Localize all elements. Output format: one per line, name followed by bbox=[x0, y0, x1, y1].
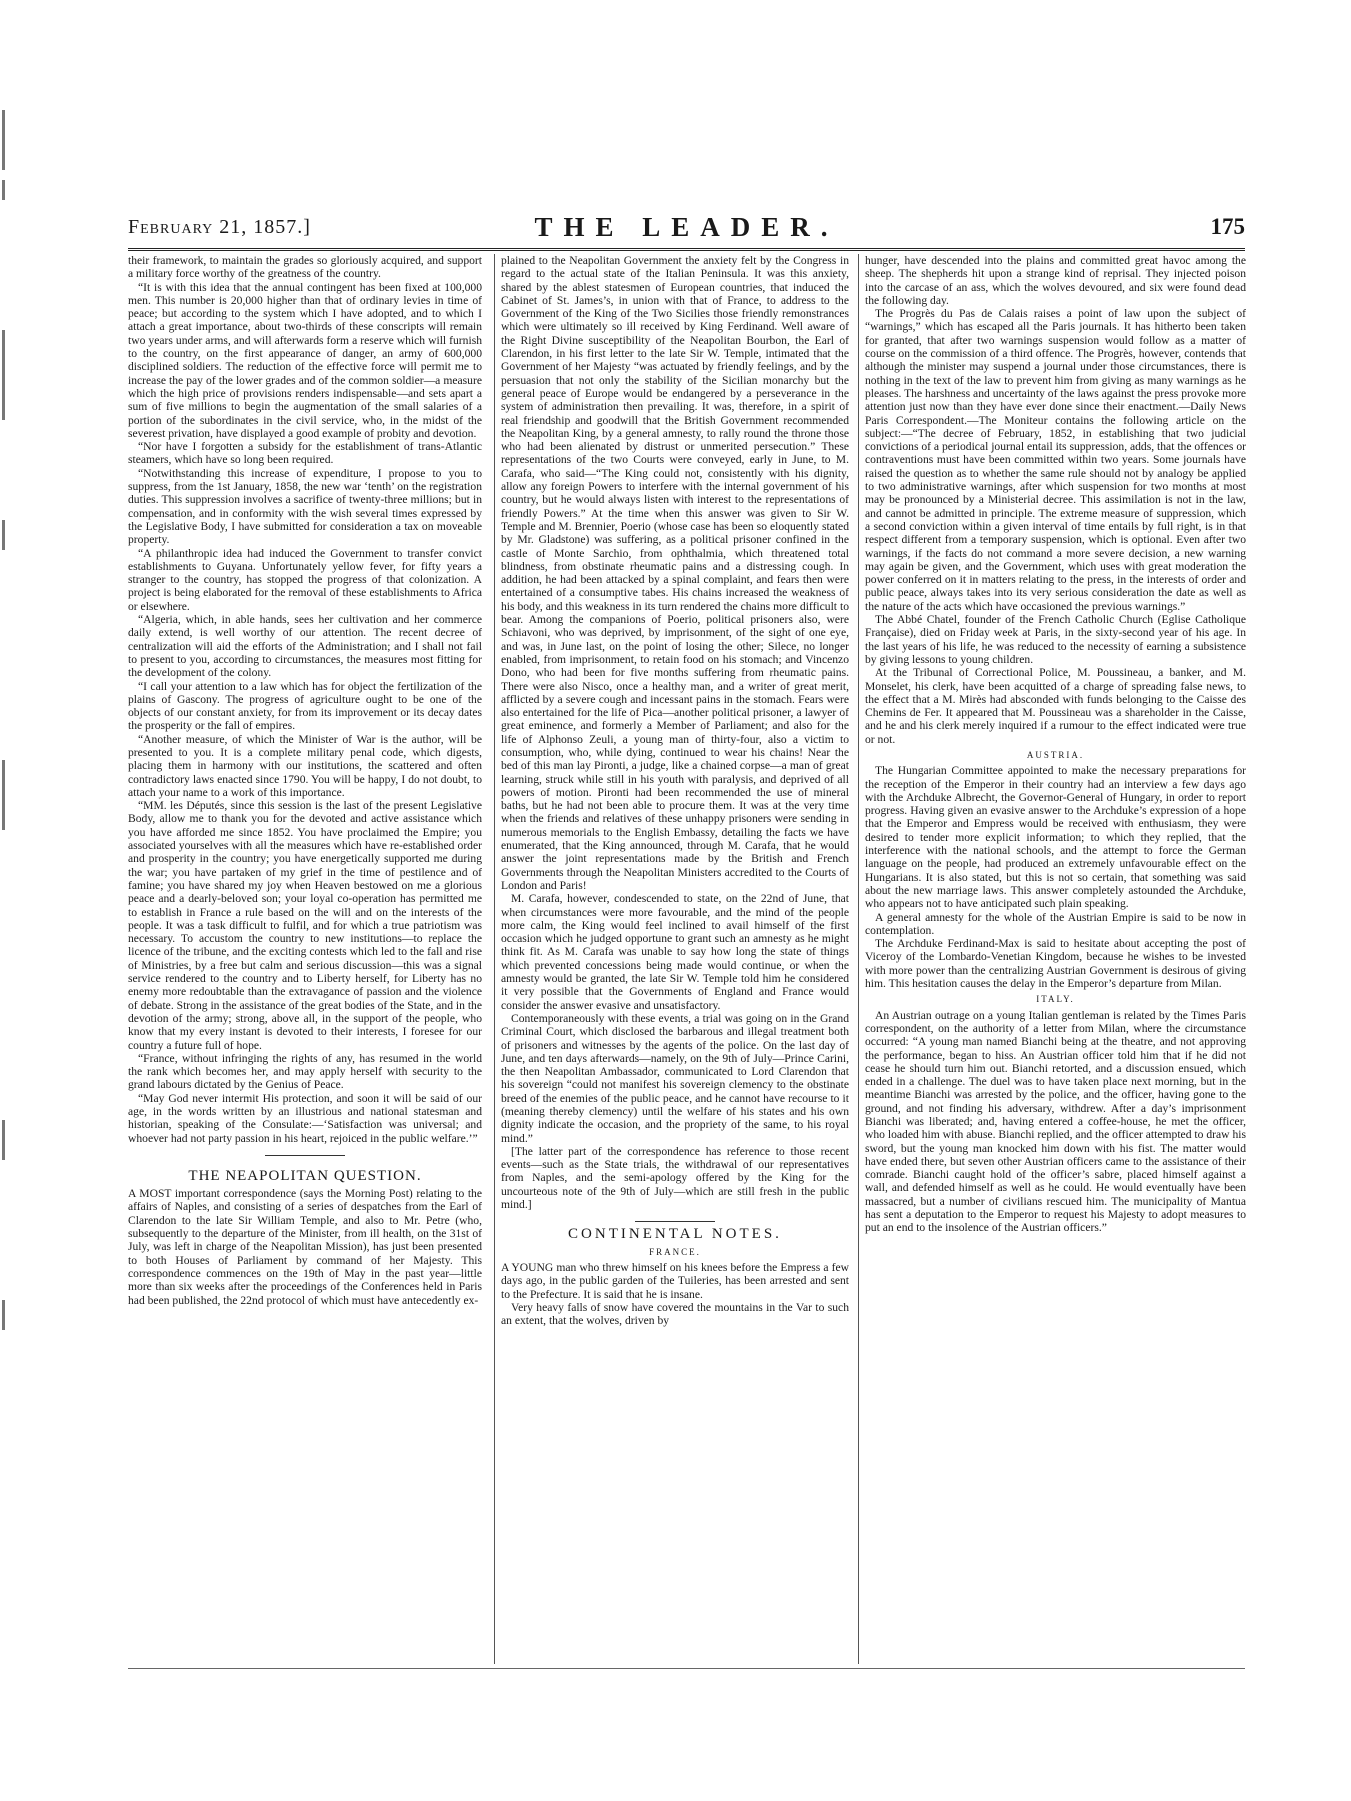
paragraph: Very heavy falls of snow have covered the mountains in the Var to such an extent, that the wolves, driven by bbox=[501, 1300, 849, 1328]
paragraph: “I call your attention to a law which has for object the fertilization of the plains of Gascony. The progress of agriculture ought to be one of the objects of our constant anxiety, for from its improvement or its decay dates the prosperity or the fall of empires. bbox=[128, 679, 482, 733]
paragraph: The Progrès du Pas de Calais raises a point of law upon the subject of “warnings,” which has escaped all the Paris journals. It has hitherto been taken for granted, that after two warnings suspension would follow as a matter of course on the commission of a third offence. The Progrès, however, contends that although the minister may suspend a journal under those circumstances, there is nothing in the text of the law to prevent him from giving as many warnings as he pleases. The harshness and uncertainty of the laws against the press provoke more attention just now than they have ever done since their enactment.—Daily News Paris Correspondent.—The Moniteur contains the following article on the subject:—“The decree of February, 1852, in establishing that two judicial convictions of a periodical journal entail its suppression, adds, that the offences or contraventions must have been committed within two years. Some journals have raised the question as to whether the same rule should not by analogy be applied to two administrative warnings, after which suspension for two months at most may be pronounced by a Ministerial decree. This assimilation is not in the law, and cannot be admitted in principle. The extreme measure of suppression, which a second conviction within a given interval of time entails by full right, is in that respect different from a temporary suspension, which is optional. Even after two warnings, if the facts do not command a more severe decision, a new warning may again be given, and the Government, which uses with great moderation the power conferred on it in matters relating to the press, in the interests of order and public peace, always takes into its very serious consideration the date as well as the nature of the acts which have occasioned the previous warnings.” bbox=[865, 307, 1246, 613]
paragraph: “Notwithstanding this increase of expenditure, I propose to you to suppress, from the 1st January, 1858, the new war ‘tenth’ on the registration duties. This suppression involves a sacrifice of twenty-three millions; but in compensation, and in conformity with the wish several times expressed by the Legislative Body, I have submitted for consideration a tax on moveable property. bbox=[128, 466, 482, 547]
paragraph: “May God never intermit His protection, and soon it will be said of our age, in the words written by an illustrious and national statesman and historian, speaking of the Consulate:—‘Satisfaction was universal; and whoever had not party passion in his heart, rejoiced in the public welfare.’” bbox=[128, 1091, 482, 1145]
paragraph: “MM. les Députés, since this session is the last of the present Legislative Body, allow me to thank you for the devoted and active assistance which you have afforded me since 1852. You have proclaimed the Empire; you associated yourselves with all the measures which have re-established order and prosperity in the country; you have energetically supported me during the war; you have partaken of my grief in the time of pestilence and of famine; you have shared my joy when Heaven bestowed on me a glorious peace and a dearly-beloved son; your loyal co-operation has permitted me to establish in France a rule based on the will and on the interests of the people. It was a task difficult to fulfil, and for which a true patriotism was necessary. To accustom the country to new institutions—to replace the licence of the tribune, and the exciting contests which led to the fall and rise of Ministries, by a free but calm and serious discussion—this was a signal service rendered to the country and to Liberty herself, for Liberty has no enemy more redoubtable than the extravagance of passion and the violence of debate. Strong in the assistance of the great bodies of the State, and in the devotion of the army; strong, above all, in the support of the people, who know that my every instant is devoted to their interests, I foresee for our country a future full of hope. bbox=[128, 799, 482, 1052]
paragraph: “Algeria, which, in able hands, sees her cultivation and her commerce daily extend, is well worthy of our attention. The recent decree of centralization will aid the efforts of the Administration; and I shall not fail to present to you, according to circumstances, the measures most fitting for the development of the colony. bbox=[128, 613, 482, 680]
paragraph: “It is with this idea that the annual contingent has been fixed at 100,000 men. This number is 20,000 higher than that of ordinary levies in time of peace; but according to the system which I have adopted, and to which I attach a great importance, about two-thirds of these conscripts will remain two years under arms, and will afterwards form a reserve which will furnish to the country, on the first appearance of danger, an army of 600,000 disciplined soldiers. The reduction of the effective force will permit me to increase the pay of the lower grades and of the common soldier—a measure which the high price of provisions renders indispensable—and sets apart a sum of five millions to begin the augmentation of the small salaries of a portion of the subordinates in the civil service, who, in the midst of the severest privation, have displayed a good example of probity and devotion. bbox=[128, 280, 482, 440]
paragraph: Contemporaneously with these events, a trial was going on in the Grand Criminal Court, which disclosed the barbarous and illegal treatment both of prisoners and witnesses by the agents of the police. On the last day of June, and ten days afterwards—namely, on the 9th of July—Prince Carini, the then Neapolitan Ambassador, communicated to Lord Clarendon that his sovereign “could not manifest his sovereign clemency to the obstinate breed of the enemies of the public peace, and he cannot have recourse to it (meaning thereby clemency) until the welfare of his states and his own dignity indicate the occasion, and the propriety of the same, to his royal mind.” bbox=[501, 1011, 849, 1145]
paragraph: their framework, to maintain the grades so gloriously acquired, and support a military force worthy of the greatness of the country. bbox=[128, 254, 482, 281]
column-2 bbox=[494, 254, 849, 1664]
page-number: 175 bbox=[1210, 214, 1245, 239]
paragraph: “Nor have I forgotten a subsidy for the establishment of trans-Atlantic steamers, which have so long been required. bbox=[128, 440, 482, 467]
paragraph: [The latter part of the correspondence has reference to those recent events—such as the State trials, the withdrawal of our representatives from Naples, and the semi-apology offered by the King for the uncourteous note of the 9th of July—which are still fresh in the public mind.] bbox=[501, 1144, 849, 1212]
issue-date: February 21, 1857.] bbox=[128, 216, 311, 238]
paragraph: The Hungarian Committee appointed to make the necessary preparations for the reception of the Emperor in their country had an interview a few days ago with the Archduke Albrecht, the Governor-General of Hungary, in order to report progress. Having given an evasive answer to the Archduke’s expression of a hope that the Emperor and Empress would be received with enthusiasm, they were desired to tender more explicit information; to which they replied, that the interference with the national schools, and the attempt to force the German language on the people, had produced an extremely unfavourable effect on the Hungarians. It is also stated, but this is not so certain, that something was said about the new marriage laws. This answer completely astounded the Archduke, who appears not to have anticipated such plain speaking. bbox=[865, 764, 1246, 911]
paragraph: An Austrian outrage on a young Italian gentleman is related by the Times Paris correspondent, on the authority of a letter from Milan, where the circumstance occurred: “A young man named Bianchi being at the theatre, and not approving the performance, began to hiss. An Austrian officer told him that if he did not cease he should turn him out. Bianchi retorted, and a discussion ensued, which ended in a challenge. The duel was to have taken place next morning, but in the meantime Bianchi was arrested by the police, and the officer, having gone to the ground, and not finding his adversary, withdrew. After a day’s imprisonment Bianchi was liberated; and, having entered a coffee-house, he met the officer, who loaded him with abuse. Bianchi replied, and the officer attempted to draw his sword, but the young man knocked him down with his fist. The matter would have ended there, but seven other Austrian officers came to the assistance of their comrade. Bianchi caught hold of the officer’s sabre, placed himself against a wall, and defended himself as well as he could. He would eventually have been massacred, but a number of civilians rescued him. The municipality of Mantua has sent a deputation to the Emperor to request his Majesty to adopt measures to put an end to the insolence of the Austrian officers.” bbox=[865, 1008, 1246, 1235]
section-heading-neapolitan: THE NEAPOLITAN QUESTION. bbox=[188, 1167, 422, 1184]
paragraph: “Another measure, of which the Minister of War is the author, will be presented to you. It is a complete military penal code, which digests, placing them in harmony with our institutions, the scattered and often contradictory laws enacted since 1790. You will be happy, I do not doubt, to attach your name to a work of this importance. bbox=[128, 732, 482, 799]
paragraph: hunger, have descended into the plains and committed great havoc among the sheep. The shepherds hit upon a strange kind of reprisal. They injected poison into the carcase of an ass, which the wolves devoured, and six were found dead the following day. bbox=[865, 254, 1246, 307]
subhead-italy: ITALY. bbox=[1036, 994, 1075, 1005]
paragraph: plained to the Neapolitan Government the anxiety felt by the Congress in regard to the actual state of the Italian Peninsula. It was this anxiety, shared by the ablest statesmen of European countries, that induced the Cabinet of St. James’s, in union with that of France, to address to the Government of the King of the Two Sicilies those friendly remonstrances which were ultimately so ill received by King Ferdinand. Well aware of the Right Divine susceptibility of the Neapolitan Bourbon, the Earl of Clarendon, in his first letter to the late Sir W. Temple, intimated that the Government of her Majesty “was actuated by friendly feelings, and by the persuasion that not only the stability of the Sicilian monarchy but the general peace of Europe would be endangered by a perseverance in the system of administration then prevailing. It was, therefore, in a spirit of real friendship and goodwill that the British Government recommended the Neapolitan King, by a general amnesty, to rally round the throne those who had been alienated by distrust or unmerited persecution.” These representations of the two Courts were conveyed, early in June, to M. Carafa, who said—“The King could not, consistently with his dignity, allow any foreign Powers to interfere with the internal government of his country, but he would always listen with interest to the representations of friendly Powers.” At the time when this answer was given to Sir W. Temple and M. Brennier, Poerio (whose case has been so eloquently stated by Mr. Gladstone) was suffering, as a political prisoner confined in the castle of Monte Sarchio, from ophthalmia, which threatened total blindness, from obstinate rheumatic pains and a distressing cough. In addition, he had been attacked by a spinal complaint, and fears then were entertained of a consumptive tabes. His chains increased the weakness of his body, and this weakness in its turn rendered the chains more difficult to bear. Among the companions of Poerio, political prisoners also, were Schiavoni, who was deprived, by imprisonment, of the sight of one eye, and was, in June last, on the point of losing the other; Silece, no longer enabled, from imprisonment, to retain food on his stomach; and Vincenzo Dono, who had been for five months suffering from rheumatic pains. There were also Nisco, once a healthy man, and a writer of great merit, afflicted by a severe cough and incessant pains in the stomach. Fears were also entertained for the life of Pica—another political prisoner, a lawyer of great eminence, and formerly a Member of Parliament; and also for the life of Alphonso Zeuli, a young man of thirty-four, also a victim to consumption, who, while dying, continued to wear his chains! Near the bed of this man lay Pironti, a judge, like a chained corpse—a man of great learning, struck while still in his youth with paralysis, and deprived of all powers of motion. Pironti had been recommended the use of mineral baths, but he had not been able to procure them. It was at the very time when the friends and relatives of these unhappy prisoners were sending in numerous memorials to the English Embassy, detailing the facts we have enumerated, that the King announced, through M. Carafa, that he would answer the joint representations made by the British and French Governments through the Neapolitan Ministers accredited to the Courts of London and Paris! bbox=[501, 254, 849, 892]
paragraph: “France, without infringing the rights of any, has resumed in the world the rank which becomes her, and may apply herself with security to the grand labours dictated by the Genius of Peace. bbox=[128, 1051, 482, 1092]
paragraph: The Archduke Ferdinand-Max is said to hesitate about accepting the post of Viceroy of the Lombardo-Venetian Kingdom, because he wishes to be invested with more power than the centralizing Austrian Government is desirous of giving him. This hesitation causes the delay in the Emperor’s departure from Milan. bbox=[865, 937, 1246, 991]
section-divider bbox=[265, 1155, 345, 1156]
paragraph: M. Carafa, however, condescended to state, on the 22nd of June, that when circumstances were more favourable, and the mind of the people more calm, the King would feel inclined to avail himself of the first occasion which he judged opportune to grant such an amnesty as he might think fit. As M. Carafa was unable to say how long the state of things which prevented concessions being made would continue, or when the amnesty would be granted, the late Sir W. Temple told him he considered it very possible that the Governments of England and France would consider the answer evasive and unsatisfactory. bbox=[501, 892, 849, 1012]
subhead-france: FRANCE. bbox=[649, 1246, 701, 1257]
newspaper-page bbox=[128, 210, 1246, 1328]
section-divider bbox=[635, 1221, 715, 1222]
binding-mark bbox=[0, 0, 10, 1801]
paragraph: The Abbé Chatel, founder of the French Catholic Church (Eglise Catholique Française), died on Friday week at Paris, in the sixty-second year of his age. In the last years of his life, he was reduced to the necessity of earning a subsistence by giving lessons to young children. bbox=[865, 613, 1246, 666]
section-heading-continental: CONTINENTAL NOTES. bbox=[568, 1226, 782, 1243]
bottom-rule bbox=[128, 1668, 1245, 1669]
paragraph: A MOST important correspondence (says the Morning Post) relating to the affairs of Naples, and consisting of a series of despatches from the Earl of Clarendon to the late Sir William Temple, and also to Mr. Petre (who, subsequently to the departure of the Minister, from ill health, on the 31st of July, was left in charge of the Neapolitan Mission), has just been presented to both Houses of Parliament by command of her Majesty. This correspondence commences on the 19th of May in the past year—little more than six weeks after the proceedings of the Conferences held in Paris had been published, the 22nd protocol of which must have antecedently ex- bbox=[128, 1187, 482, 1307]
article-columns bbox=[128, 254, 1245, 1664]
column-1 bbox=[128, 254, 482, 1664]
column-3 bbox=[858, 254, 1246, 1664]
subhead-austria: AUSTRIA. bbox=[1026, 749, 1085, 760]
paragraph: A YOUNG man who threw himself on his knees before the Empress a few days ago, in the public garden of the Tuileries, has been arrested and sent to the Prefecture. It is said that he is insane. bbox=[501, 1260, 849, 1301]
masthead bbox=[128, 210, 1245, 251]
paragraph: At the Tribunal of Correctional Police, M. Poussineau, a banker, and M. Monselet, his clerk, have been acquitted of a charge of spreading false news, to the effect that a M. Mirès had absconded with funds belonging to the Caisse des Chemins de Fer. It appeared that M. Poussineau was a shareholder in the Caisse, and he and his clerk merely inquired if a rumour to the effect indicated were true or not. bbox=[865, 666, 1246, 746]
paragraph: A general amnesty for the whole of the Austrian Empire is said to be now in contemplation. bbox=[865, 910, 1246, 937]
newspaper-title: THE LEADER. bbox=[534, 212, 839, 242]
paragraph: “A philanthropic idea had induced the Government to transfer convict establishments to Guyana. Unfortunately yellow fever, for fifty years a stranger to the country, has stopped the progress of that colonization. A project is being elaborated for the removal of these establishments to Africa or elsewhere. bbox=[128, 546, 482, 613]
